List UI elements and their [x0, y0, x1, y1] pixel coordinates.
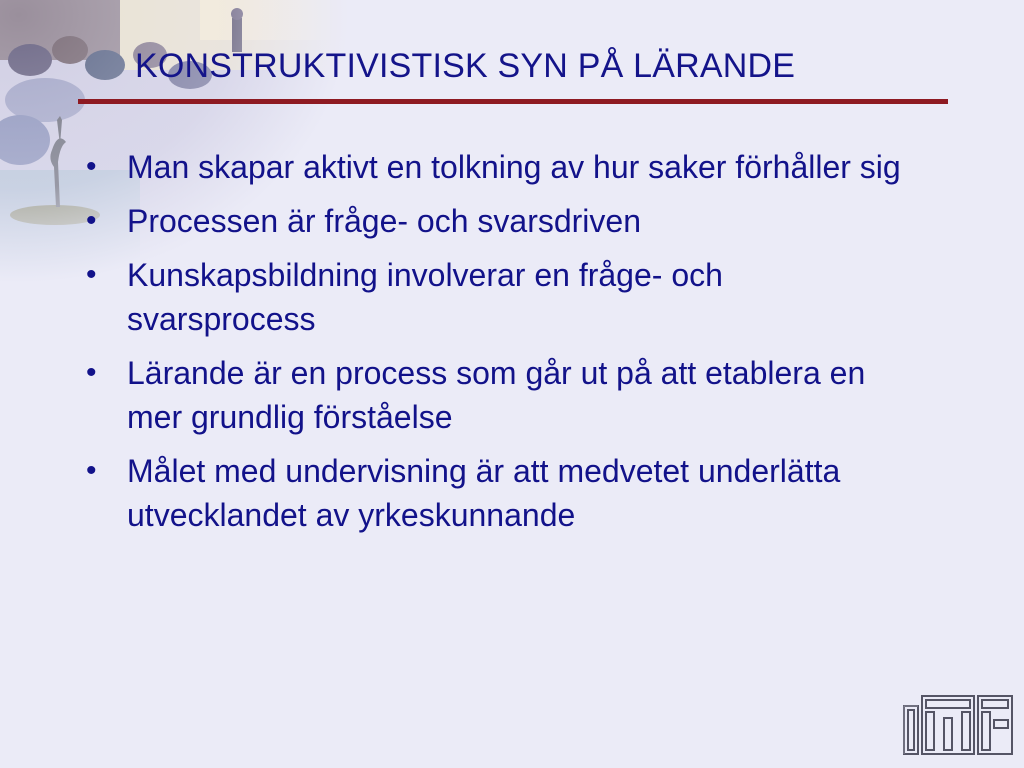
- imf-logo: [902, 692, 1014, 758]
- bullet-text: Målet med undervisning är att medvetet underlätta utvecklandet av yrkeskunnande: [127, 453, 841, 533]
- bullet-item: [84, 199, 904, 243]
- bullet-icon: •: [86, 454, 97, 487]
- bullet-text: Kunskapsbildning involverar en fråge- och svarsprocess: [127, 257, 723, 337]
- bullet-item: [84, 449, 904, 537]
- imf-logo-icon: [902, 692, 1014, 758]
- slide-title: KONSTRUKTIVISTISK SYN PÅ LÄRANDE: [135, 47, 796, 85]
- title-underline: [78, 99, 948, 104]
- bullet-item: [84, 253, 904, 341]
- bullet-icon: •: [86, 150, 97, 183]
- bullet-icon: •: [86, 258, 97, 291]
- bullet-text: Processen är fråge- och svarsdriven: [127, 203, 641, 239]
- bullet-item: [84, 351, 904, 439]
- bullet-list: [84, 145, 904, 547]
- bullet-text: Lärande är en process som går ut på att etablera en mer grundlig förståelse: [127, 355, 866, 435]
- bullet-icon: •: [86, 204, 97, 237]
- bullet-text: Man skapar aktivt en tolkning av hur saker förhåller sig: [127, 149, 901, 185]
- bullet-item: [84, 145, 904, 189]
- bullet-icon: •: [86, 356, 97, 389]
